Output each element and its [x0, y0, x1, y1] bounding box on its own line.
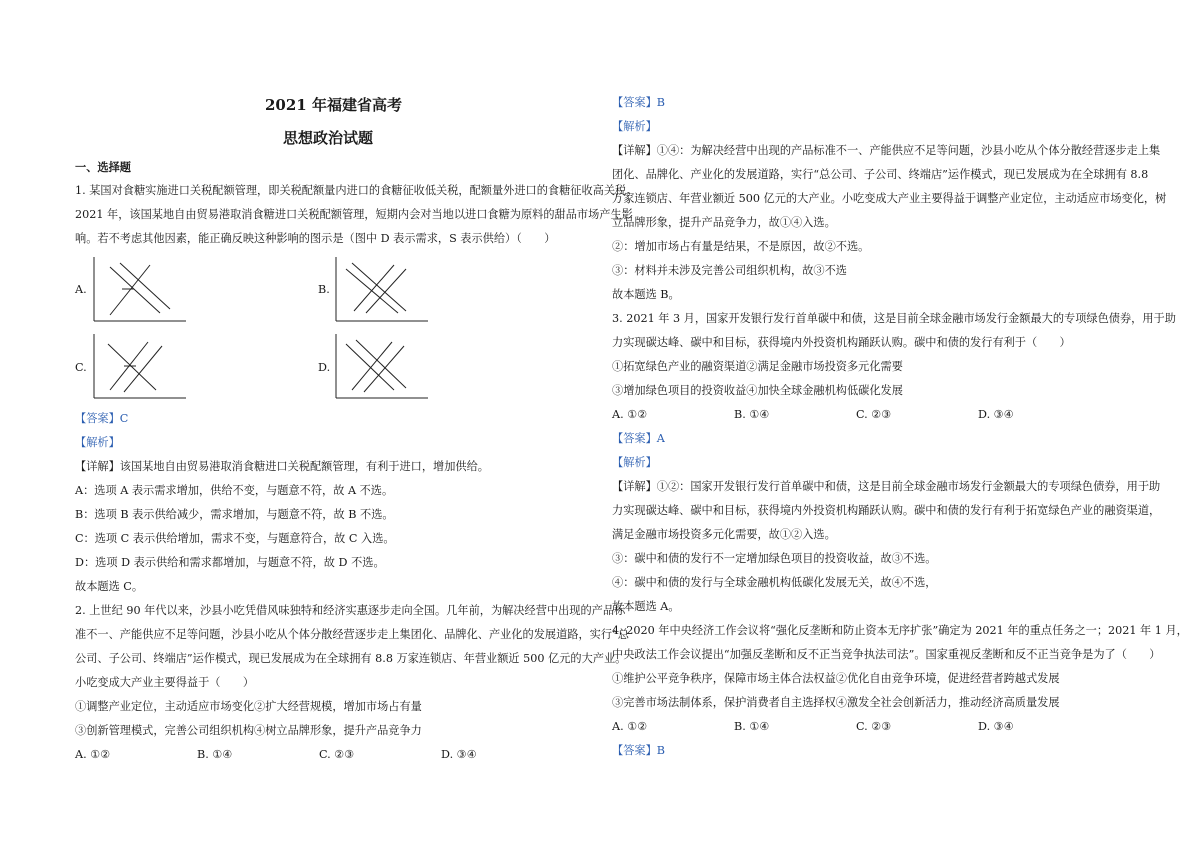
q4-option-c: C. ②③ [856, 720, 892, 733]
q3-analysis-line-1: 【详解】①②：国家开发银行发行首单碳中和债，这是目前全球金融市场发行金额最大的专项绿色债券，用于助 [612, 480, 1161, 493]
q1-analysis-line-2: A：选项 A 表示需求增加，供给不变，与题意不符，故 A 不选。 [75, 484, 394, 497]
q2-analysis-line-1: 【详解】①④：为解决经营中出现的产品标准不一、产能供应不足等问题，沙县小吃从个体分散经营逐步走上集 [612, 144, 1161, 157]
q2-analysis-line-4: 立品牌形象，提升产品竞争力，故①④入选。 [612, 216, 836, 229]
q3-analysis-line-2: 力实现碳达峰、碳中和目标，获得境内外投资机构踊跃认购。碳中和债的发行有利于拓宽绿色产业的融资渠道， [612, 504, 1161, 517]
q4-line-1: 4. 2020 年中央经济工作会议将“强化反垄断和防止资本无序扩张”确定为 2021 年的重点任务之一；2021 年 1 月， [612, 624, 1188, 637]
q3-option-b: B. ①④ [734, 408, 770, 421]
q2-analysis-line-2: 团化、品牌化、产业化的发展道路，实行“总公司、子公司、终端店”运作模式，现已发展成为在全球拥有 8.8 [612, 168, 1149, 181]
q2-line-1: 2. 上世纪 90 年代以来，沙县小吃凭借风味独特和经济实惠逐步走向全国。几年前，为解决经营中出现的产品标 [75, 604, 626, 617]
q1-line-3: 响。若不考虑其他因素，能正确反映这种影响的图示是（图中 D 表示需求，S 表示供给）（ ） [75, 232, 556, 245]
q2-option-b: B. ①④ [197, 748, 233, 761]
q1-analysis-line-5: D：选项 D 表示供给和需求都增加，与题意不符，故 D 不选。 [75, 556, 385, 569]
q4-option-d: D. ③④ [978, 720, 1014, 733]
graph-a-supply-demand [90, 253, 190, 325]
doc-title-line2: 思想政治试题 [283, 129, 374, 147]
q2-analysis-tag: 【解析】 [612, 120, 657, 133]
q1-analysis-tag: 【解析】 [75, 436, 120, 449]
q2-option-d: D. ③④ [441, 748, 477, 761]
q1-analysis-line-3: B：选项 B 表示供给减少，需求增加，与题意不符，故 B 不选。 [75, 508, 394, 521]
q3-option-d: D. ③④ [978, 408, 1014, 421]
q4-answer: 【答案】B [612, 744, 665, 757]
q3-line-3: ①拓宽绿色产业的融资渠道②满足金融市场投资多元化需要 [612, 360, 903, 373]
q3-analysis-line-6: 故本题选 A。 [612, 600, 680, 613]
graph-d-label: D. [318, 361, 331, 374]
q1-line-2: 2021 年，该国某地自由贸易港取消食糖进口关税配额管理，短期内会对当地以进口食糖为原料的甜品市场产生影 [75, 208, 633, 221]
section-heading: 一、选择题 [75, 160, 131, 174]
q3-line-2: 力实现碳达峰、碳中和目标，获得境内外投资机构踊跃认购。碳中和债的发行有利于（ ） [612, 336, 1071, 349]
q3-answer: 【答案】A [612, 432, 665, 445]
q3-option-a: A. ①② [612, 408, 648, 421]
graph-d-supply-demand [332, 330, 432, 402]
graph-c-supply-demand [90, 330, 190, 402]
q2-line-2: 准不一、产能供应不足等问题，沙县小吃从个体分散经营逐步走上集团化、品牌化、产业化的发展道路，实行“总 [75, 628, 629, 641]
q2-analysis-line-7: 故本题选 B。 [612, 288, 680, 301]
q1-analysis-line-4: C：选项 C 表示供给增加，需求不变，与题意符合，故 C 入选。 [75, 532, 395, 545]
graph-b-label: B. [318, 283, 330, 296]
q2-option-a: A. ①② [75, 748, 111, 761]
q4-option-a: A. ①② [612, 720, 648, 733]
q2-line-5: ①调整产业定位，主动适应市场变化②扩大经营规模，增加市场占有量 [75, 700, 422, 713]
q4-line-3: ①维护公平竞争秩序，保障市场主体合法权益②优化自由竞争环境，促进经营者跨越式发展 [612, 672, 1060, 685]
q1-line-1: 1. 某国对食糖实施进口关税配额管理，即关税配额量内进口的食糖征收低关税，配额量外进口的食糖征收高关税。 [75, 184, 638, 197]
q2-line-4: 小吃变成大产业主要得益于（ ） [75, 676, 255, 689]
q1-analysis-line-6: 故本题选 C。 [75, 580, 144, 593]
graph-a-label: A. [75, 283, 87, 296]
q2-line-3: 公司、子公司、终端店”运作模式，现已发展成为在全球拥有 8.8 万家连锁店、年营业额近 500 亿元的大产业。 [75, 652, 627, 665]
doc-title-line1: 2021 年福建省高考 [265, 96, 402, 114]
q1-analysis-line-1: 【详解】该国某地自由贸易港取消食糖进口关税配额管理，有利于进口，增加供给。 [75, 460, 489, 473]
q3-analysis-line-3: 满足金融市场投资多元化需要，故①②入选。 [612, 528, 836, 541]
q2-analysis-line-6: ③：材料并未涉及完善公司组织机构，故③不选 [612, 264, 847, 277]
graph-c-label: C. [75, 361, 87, 374]
q2-answer: 【答案】B [612, 96, 665, 109]
q2-analysis-line-5: ②：增加市场占有量是结果，不是原因，故②不选。 [612, 240, 870, 253]
q4-line-4: ③完善市场法制体系，保护消费者自主选择权④激发全社会创新活力，推动经济高质量发展 [612, 696, 1060, 709]
q3-line-4: ③增加绿色项目的投资收益④加快全球金融机构低碳化发展 [612, 384, 903, 397]
q4-option-b: B. ①④ [734, 720, 770, 733]
q3-analysis-line-5: ④：碳中和债的发行与全球金融机构低碳化发展无关，故④不选， [612, 576, 937, 589]
q3-analysis-line-4: ③：碳中和债的发行不一定增加绿色项目的投资收益，故③不选。 [612, 552, 937, 565]
q1-answer: 【答案】C [75, 412, 129, 425]
q3-line-1: 3. 2021 年 3 月，国家开发银行发行首单碳中和债，这是目前全球金融市场发行金额最大的专项绿色债券，用于助 [612, 312, 1176, 325]
graph-b-supply-demand [332, 253, 432, 325]
q2-line-6: ③创新管理模式，完善公司组织机构④树立品牌形象，提升产品竞争力 [75, 724, 422, 737]
q4-line-2: 中央政法工作会议提出“加强反垄断和反不正当竞争执法司法”。国家重视反垄断和反不正当竞争是为了（ ） [612, 648, 1161, 661]
q2-analysis-line-3: 万家连锁店、年营业额近 500 亿元的大产业。小吃变成大产业主要得益于调整产业定位，主动适应市场变化，树 [612, 192, 1167, 205]
q3-analysis-tag: 【解析】 [612, 456, 657, 469]
q2-option-c: C. ②③ [319, 748, 355, 761]
q3-option-c: C. ②③ [856, 408, 892, 421]
